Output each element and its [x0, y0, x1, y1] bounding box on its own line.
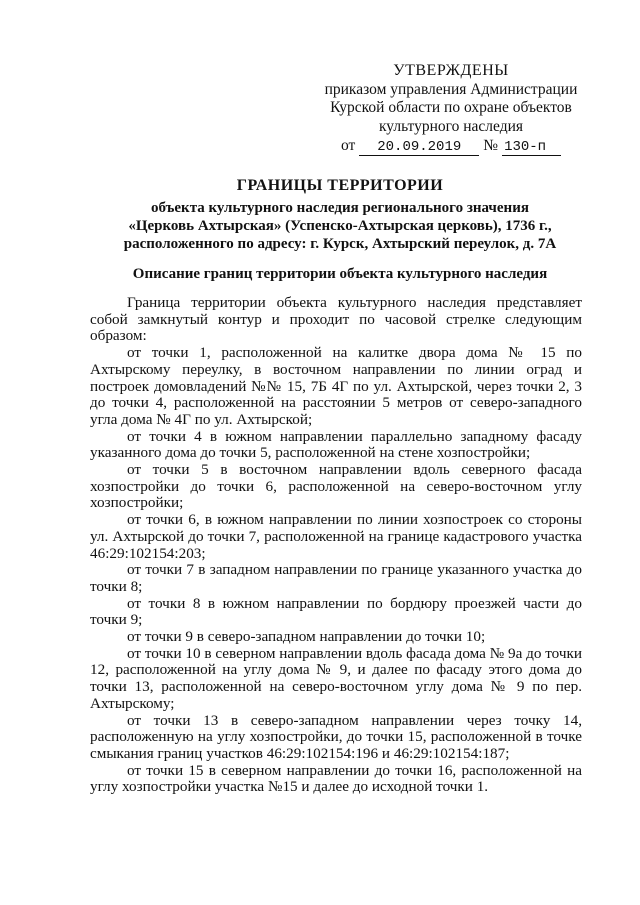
paragraph-intro: Граница территории объекта культурного наследия представляет собой замкнутый контур и проходит по часовой стрелке следующим образом: — [90, 294, 582, 345]
order-line — [316, 137, 586, 156]
paragraph-point-1: от точки 1, расположенной на калитке двора дома № 15 по Ахтырскому переулку, в восточном направлении по линии оград и построек домовладений №№ 15, 7Б 4Г по ул. Ахтырской, через точки 2, 3 до точки 4, расположенной на расстоянии 5 метров от северо-западного угла дома № 4Г по ул. Ахтырской; — [90, 344, 582, 428]
approval-line-3: культурного наследия — [378, 117, 524, 135]
paragraph-point-5: от точки 5 в восточном направлении вдоль северного фасада хозпостройки до точки 6, расположенной на северо-восточном углу хозпостройки; — [90, 461, 582, 512]
approval-header: УТВЕРЖДЕНЫ — [393, 62, 509, 79]
order-number: 130-п — [502, 140, 561, 156]
number-label: № — [483, 137, 499, 154]
paragraph-point-7: от точки 7 в западном направлении по границе указанного участка до точки 8; — [90, 561, 582, 595]
approval-line-2: Курской области по охране объектов — [330, 99, 572, 116]
paragraph-point-4: от точки 4 в южном направлении параллельно западному фасаду указанного дома до точки 5, расположенной на стене хозпостройки; — [90, 427, 582, 462]
paragraph-point-10: от точки 10 в северном направлении вдоль фасада дома № 9а до точки 12, расположенной на углу дома № 9, и далее по фасаду этого дома до точки 13, расположенной на северо-восточном углу дома № 9 по пер. Ахтырскому; — [90, 644, 583, 712]
paragraph-point-13: от точки 13 в северо-западном направлении через точку 14, расположенную на углу хозпостройки, до точки 15, расположенной в точке смыкания границ участков 46:29:102154:196 и 46:29:102154:187; — [90, 711, 582, 762]
title-line-2: «Церковь Ахтырская» (Успенско-Ахтырская церковь), 1736 г., — [128, 218, 552, 234]
paragraph-point-8: от точки 8 в южном направлении по бордюру проезжей части до точки 9; — [90, 594, 582, 629]
paragraph-point-15: от точки 15 в северном направлении до точки 16, расположенной на углу хозпостройки участка №15 и далее до исходной точки 1. — [90, 761, 582, 796]
section-title: Описание границ территории объекта культурного наследия — [132, 266, 548, 282]
boundary-description — [90, 295, 582, 796]
order-date: 20.09.2019 — [359, 140, 479, 156]
approval-stamp — [316, 62, 586, 156]
paragraph-point-9: от точки 9 в северо-западном направлении до точки 10; — [127, 628, 486, 646]
title-line-3: расположенного по адресу: г. Курск, Ахтырский переулок, д. 7А — [123, 236, 557, 252]
paragraph-point-6: от точки 6, в южном направлении по линии хозпостроек со стороны ул. Ахтырской до точки 7, расположенной на границе кадастрового участка 46:29:102154:203; — [90, 511, 582, 562]
approval-line-1: приказом управления Администрации — [324, 80, 578, 98]
title-line-1: объекта культурного наследия регионального значения — [151, 200, 529, 216]
from-label: от — [340, 137, 356, 154]
document-title — [80, 176, 600, 253]
title-main: ГРАНИЦЫ ТЕРРИТОРИИ — [236, 177, 444, 194]
